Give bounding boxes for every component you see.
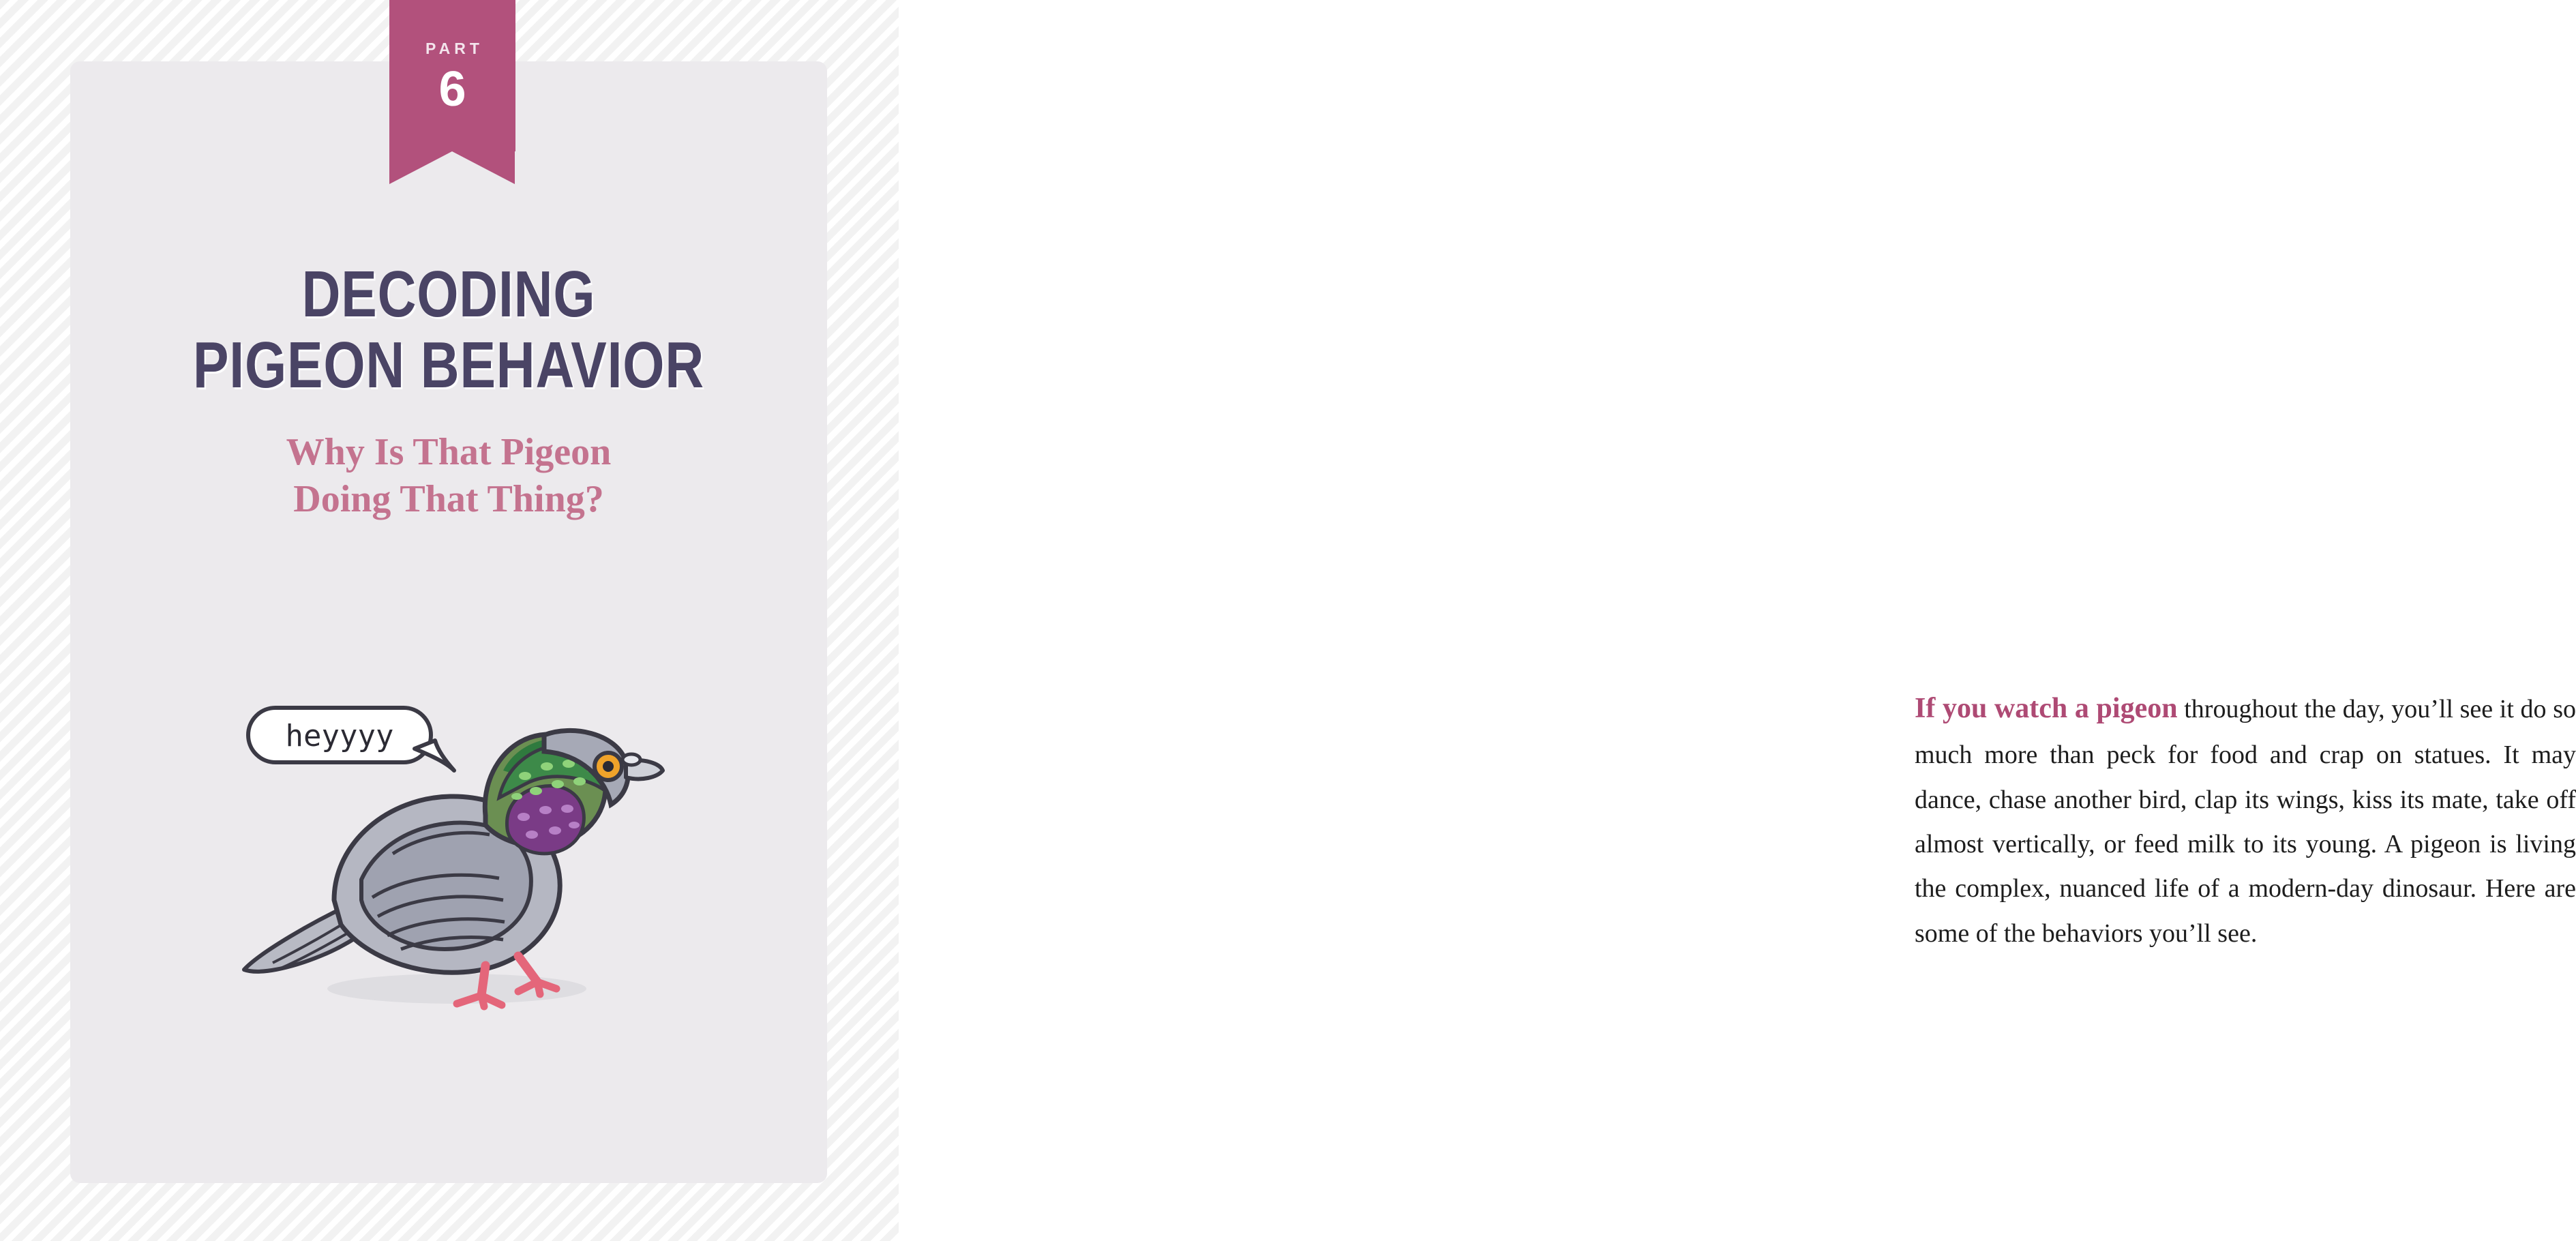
body-paragraph bbox=[1915, 684, 2576, 956]
subtitle-line-1: Why Is That Pigeon bbox=[286, 431, 612, 474]
part-label: PART bbox=[425, 40, 483, 57]
lead-in-text: If you watch a pigeon bbox=[1915, 693, 2178, 724]
title-card bbox=[70, 61, 827, 1183]
part-number: 6 bbox=[438, 62, 466, 117]
title-line-2: PIGEON BEHAVIOR bbox=[192, 328, 705, 402]
ribbon-notch bbox=[389, 151, 515, 184]
leg-front bbox=[481, 966, 485, 996]
part-ribbon bbox=[389, 0, 515, 184]
cere bbox=[623, 754, 640, 765]
page-title bbox=[70, 259, 827, 522]
title-line-1: DECODING bbox=[301, 258, 596, 331]
right-page bbox=[899, 0, 2576, 1241]
pigeon-illustration bbox=[232, 696, 668, 1009]
speech-bubble bbox=[248, 708, 454, 771]
left-page bbox=[0, 0, 899, 1241]
subtitle bbox=[70, 429, 827, 522]
body-text: throughout the day, you’ll see it do so much more than peck for food and crap on statues. It may dance, chase another bird, clap its wings, kiss its mate, take off almost vertically, or feed milk to its young. A pigeon is living the complex, nuanced life of a modern-day dinosaur. Here are some of the behaviors you’ll see. bbox=[1915, 695, 2576, 948]
speech-bubble-text: heyyyy bbox=[285, 719, 394, 753]
subtitle-line-2: Doing That Thing? bbox=[293, 477, 604, 520]
